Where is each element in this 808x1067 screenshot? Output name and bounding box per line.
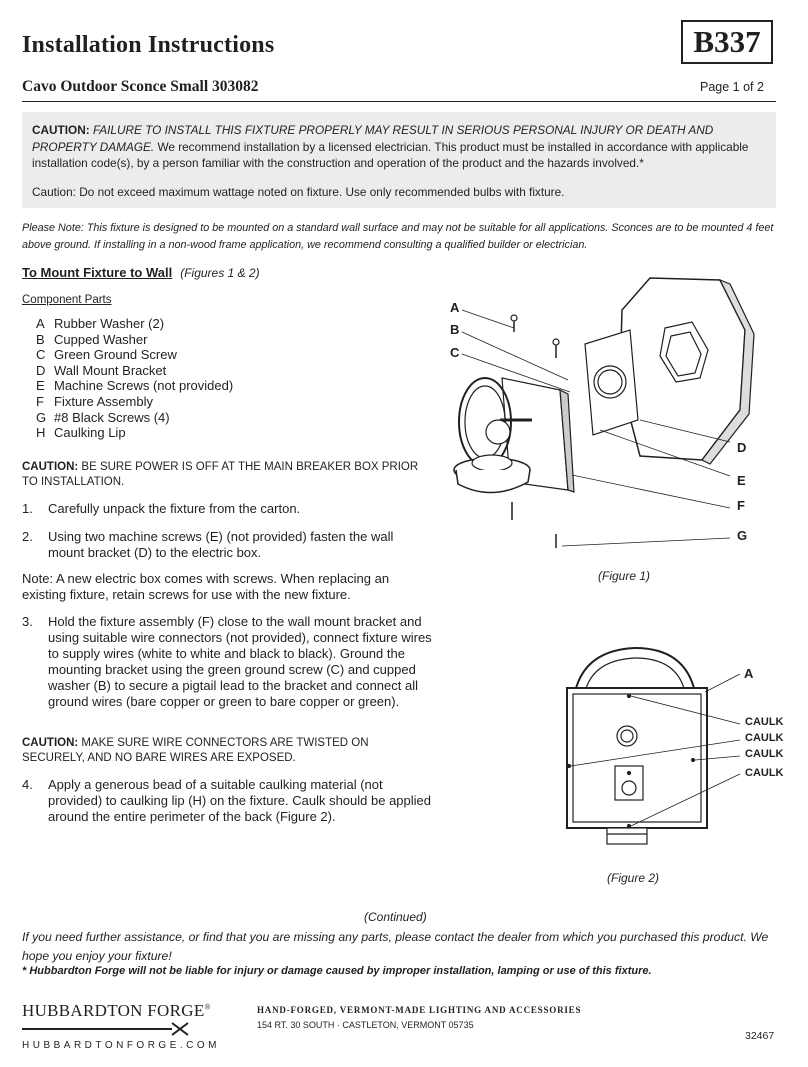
product-subtitle: Cavo Outdoor Sconce Small 303082 bbox=[22, 78, 259, 95]
list-item: E Machine Screws (not provided) bbox=[36, 378, 234, 394]
liability-disclaimer: * Hubbardton Forge will not be liable for injury or damage caused by improper installation, lamping or use of this fixture. bbox=[22, 965, 652, 977]
company-address: 154 RT. 30 SOUTH · CASTLETON, VERMONT 05735 bbox=[257, 1020, 474, 1030]
fig1-label-f: F bbox=[737, 498, 745, 513]
company-tagline: HAND-FORGED, VERMONT-MADE LIGHTING AND ACCESSORIES bbox=[257, 1005, 582, 1015]
logo-text: HUBBARDTON FORGE bbox=[22, 1001, 205, 1020]
caution-warning-rest: We recommend installation by a licensed electrician. This product must be installed in accordance with applicable installation code(s), by a person familiar with the construction and operation of the product and the hazards involved.* bbox=[32, 139, 749, 170]
fig1-label-d: D bbox=[737, 440, 747, 455]
component-parts-list bbox=[36, 316, 233, 441]
list-item: F Fixture Assembly bbox=[36, 393, 153, 409]
caution-box bbox=[22, 112, 776, 208]
note-screws: Note: A new electric box comes with screws. When replacing an existing fixture, retain screws for use with the new fixture. bbox=[22, 571, 390, 602]
part-number: 32467 bbox=[745, 1030, 775, 1042]
list-item: G #8 Black Screws (4) bbox=[36, 409, 170, 425]
fig1-label-g: G bbox=[737, 528, 748, 543]
caulk-label-2: CAULK bbox=[745, 732, 784, 744]
list-item: H Caulking Lip bbox=[36, 425, 126, 441]
list-item: D Wall Mount Bracket bbox=[36, 362, 167, 378]
fig1-label-b: B bbox=[450, 322, 460, 337]
wall-mount-bracket bbox=[585, 330, 638, 435]
logo-hammer-icon bbox=[22, 1022, 192, 1036]
please-note: Please Note: This fixture is designed to be mounted on a standard wall surface and may not be suitable for all applications. Sconces are to be mounted 4 feet above ground. If installing in a non-wood frame application, we recommend consulting a qualified builder or electrician. bbox=[22, 222, 774, 251]
continued-note: (Continued) bbox=[364, 910, 427, 924]
caution-power: CAUTION: BE SURE POWER IS OFF AT THE MAIN BREAKER BOX PRIOR TO INSTALLATION. bbox=[22, 461, 419, 488]
step-4: 4. Apply a generous bead of a suitable caulking material (not provided) to caulking lip (H) on the fixture. Caulk should be applied around the entire perimeter of the back (Figure 2). bbox=[22, 777, 431, 824]
list-item: A Rubber Washer (2) bbox=[36, 316, 165, 331]
caution-wattage: Caution: Do not exceed maximum wattage noted on fixture. Use only recommended bulbs with fixture. bbox=[32, 184, 565, 199]
back-plate bbox=[567, 688, 707, 828]
caution-wire: CAUTION: MAKE SURE WIRE CONNECTORS ARE TWISTED ON SECURELY, AND NO BARE WIRES ARE EXPOSED. bbox=[22, 737, 369, 764]
trademark: ® bbox=[204, 1002, 211, 1012]
document-title: Installation Instructions bbox=[22, 32, 275, 58]
company-logo bbox=[22, 1001, 211, 1021]
figure-2-diagram bbox=[555, 640, 745, 850]
document-code-badge: B337 bbox=[681, 20, 773, 64]
page-number: Page 1 of 2 bbox=[700, 80, 764, 94]
caulk-label-1: CAULK bbox=[745, 716, 784, 728]
caution-label: CAUTION: bbox=[32, 123, 90, 137]
mount-figures-ref: (Figures 1 & 2) bbox=[180, 266, 260, 280]
header-divider bbox=[22, 101, 776, 102]
caution-warning-italic: FAILURE TO INSTALL THIS FIXTURE PROPERLY MAY RESULT IN SERIOUS PERSONAL INJURY OR DEATH AND PROPERTY DAMAGE. bbox=[32, 123, 714, 154]
step-1: 1. Carefully unpack the fixture from the carton. bbox=[22, 501, 301, 516]
fig1-label-c: C bbox=[450, 345, 460, 360]
assistance-note: If you need further assistance, or find that you are missing any parts, please contact the dealer from which you purchased this product. We hope you enjoy your fixture! bbox=[22, 930, 769, 963]
step-2: 2. Using two machine screws (E) (not provided) fasten the wall mount bracket (D) to the electric box. bbox=[22, 529, 394, 560]
figure-1-caption: (Figure 1) bbox=[598, 569, 651, 583]
fig2-label-a: A bbox=[744, 666, 754, 681]
website-url: HUBBARDTONFORGE.COM bbox=[22, 1040, 220, 1051]
fig1-label-a: A bbox=[450, 300, 460, 315]
figure-2-caption: (Figure 2) bbox=[607, 871, 660, 885]
caution-warning bbox=[32, 122, 764, 172]
step-3: 3. Hold the fixture assembly (F) close to the wall mount bracket and using suitable wire connectors (not provided), connect fixture wires to supply wires (white to white and black to black). Ground the mounting bracket using the green ground screw (C) and cupped washer (B) to secure a pigtail lead to the bracket and connect all ground wires (bare copper or green to bare copper or green). bbox=[22, 614, 432, 709]
component-parts-heading: Component Parts bbox=[22, 294, 112, 306]
list-item: B Cupped Washer bbox=[36, 331, 148, 347]
caulk-label-4: CAULK bbox=[745, 767, 784, 779]
fig1-label-e: E bbox=[737, 473, 746, 488]
mount-heading bbox=[22, 265, 260, 280]
mount-heading-text: To Mount Fixture to Wall bbox=[22, 265, 173, 280]
caulk-label-3: CAULK bbox=[745, 748, 784, 760]
figure-1-diagram bbox=[440, 270, 780, 590]
list-item: C Green Ground Screw bbox=[36, 347, 177, 363]
